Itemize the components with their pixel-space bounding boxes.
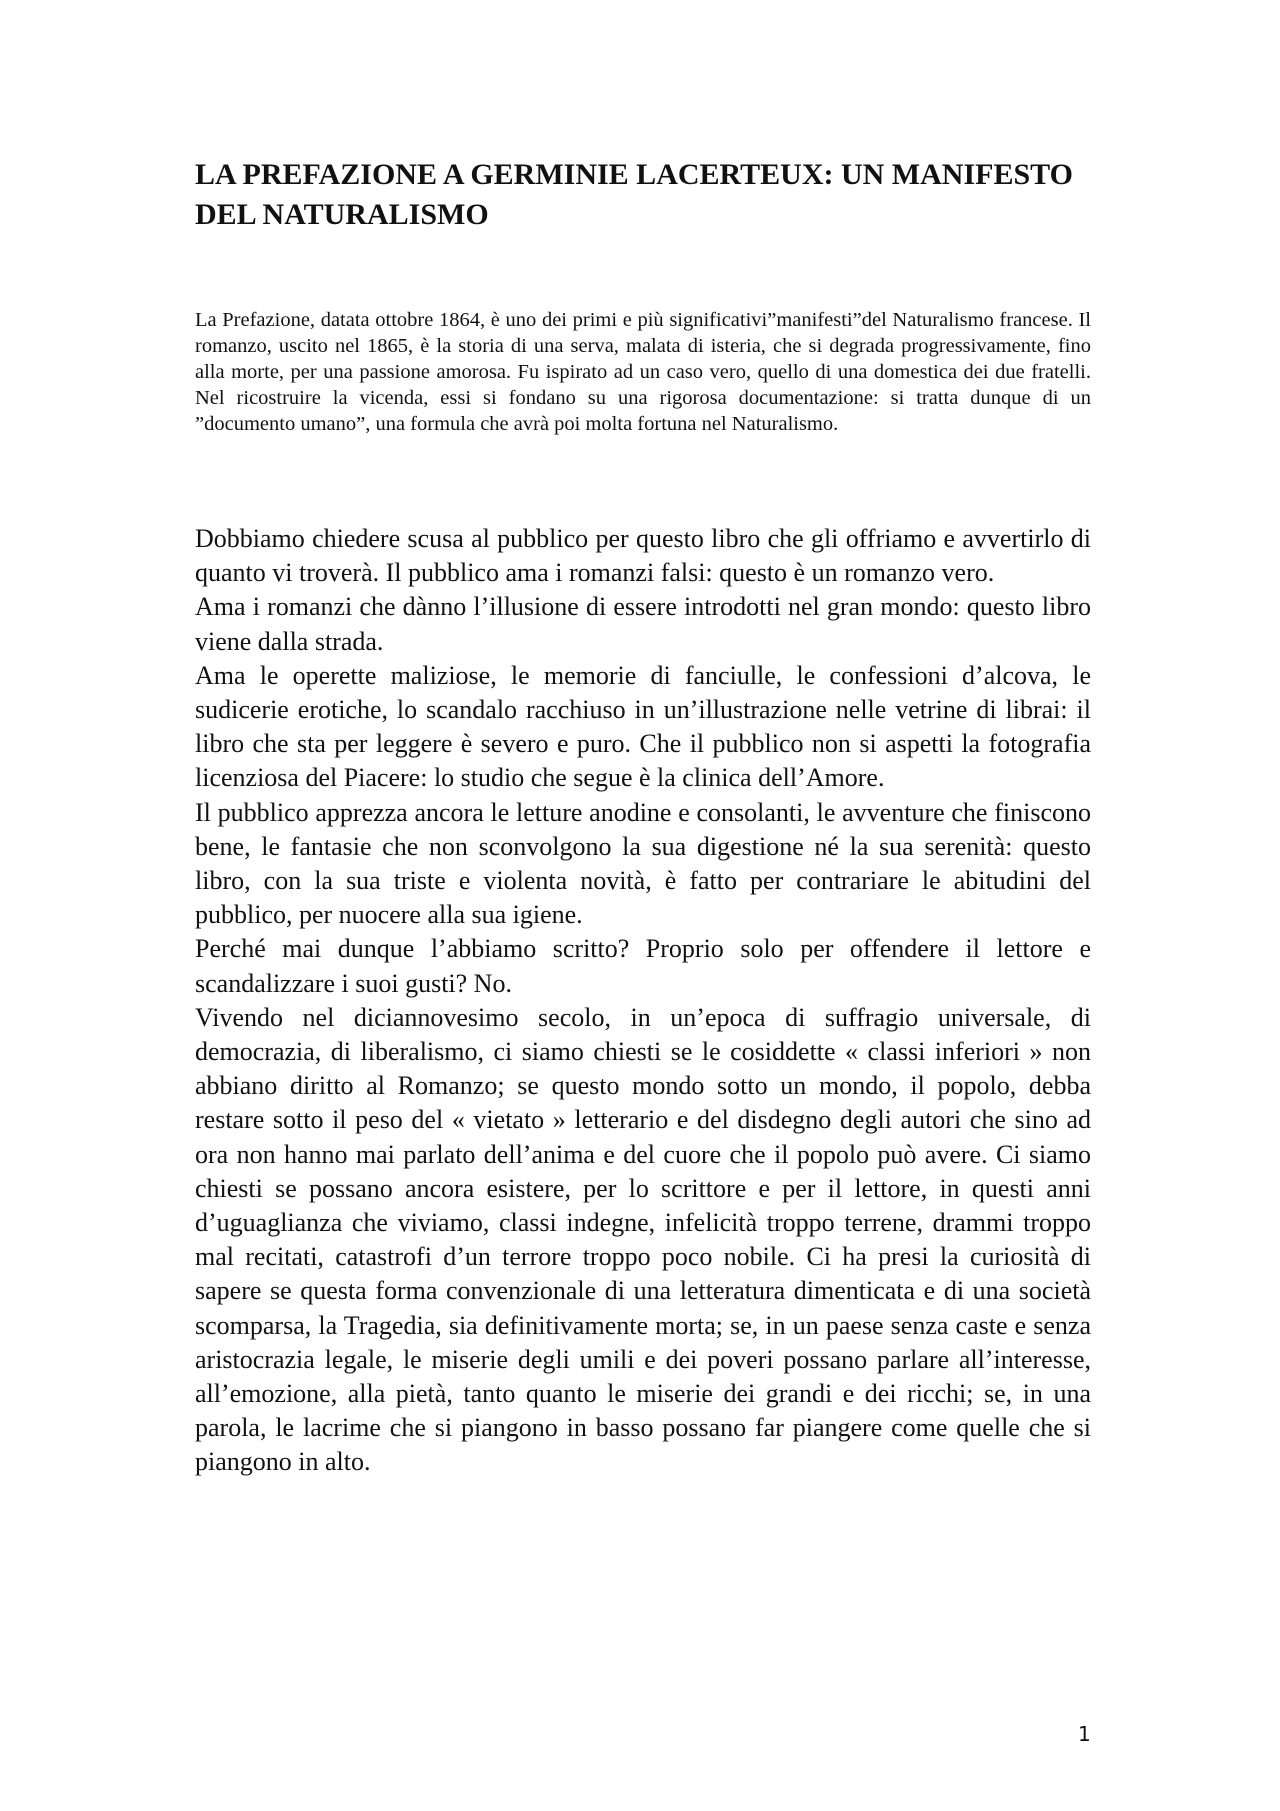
page-number: 1 xyxy=(1078,1722,1091,1746)
body-paragraph-4: Il pubblico apprezza ancora le letture anodine e consolanti, le avventure che finiscono bene, le fantasie che non sconvolgono la sua digestione né la sua serenità: questo libro, con la sua triste e violenta novità, è fatto per contrariare le abitudini del pubblico, per nuocere alla sua igiene. xyxy=(195,797,1091,930)
body-text xyxy=(195,522,1091,1480)
body-paragraph-2: Ama i romanzi che dànno l’illusione di essere introdotti nel gran mondo: questo libro viene dalla strada. xyxy=(195,592,1091,656)
body-paragraph-5: Perché mai dunque l’abbiamo scritto? Proprio solo per offendere il lettore e scandalizzare i suoi gusti? No. xyxy=(195,934,1091,998)
body-paragraph-6: Vivendo nel diciannovesimo secolo, in un’epoca di suffragio universale, di democrazia, di liberalismo, ci siamo chiesti se le cosiddette « classi inferiori » non abbiano diritto al Romanzo; se questo mondo sotto un mondo, il popolo, debba restare sotto il peso del « vietato » letterario e del disdegno degli autori che sino ad ora non hanno mai parlato dell’anima e del cuore che il popolo può avere. Ci siamo chiesti se possano ancora esistere, per lo scrittore e per il lettore, in questi anni d’uguaglianza che viviamo, classi indegne, infelicità troppo terrene, drammi troppo mal recitati, catastrofi d’un terrore troppo poco nobile. Ci ha presi la curiosità di sapere se questa forma convenzionale di una letteratura dimenticata e di una società scomparsa, la Tragedia, sia definitivamente morta; se, in un paese senza caste e senza aristocrazia legale, le miserie degli umili e dei poveri possano parlare all’interesse, all’emozione, alla pietà, tanto quanto le miserie dei grandi e dei ricchi; se, in una parola, le lacrime che si piangono in basso possano far piangere come quelle che si piangono in alto. xyxy=(195,1002,1091,1477)
page-title: LA PREFAZIONE A GERMINIE LACERTEUX: UN MANIFESTO DEL NATURALISMO xyxy=(195,158,1073,231)
body-paragraph-3: Ama le operette maliziose, le memorie di fanciulle, le confessioni d’alcova, le sudicerie erotiche, lo scandalo racchiuso in un’illustrazione nelle vetrine di librai: il libro che sta per leggere è severo e puro. Che il pubblico non si aspetti la fotografia licenziosa del Piacere: lo studio che segue è la clinica dell’Amore. xyxy=(195,660,1091,793)
intro-paragraph: La Prefazione, datata ottobre 1864, è uno dei primi e più significativi”manifesti”del Naturalismo francese. Il romanzo, uscito nel 1865, è la storia di una serva, malata di isteria, che si degrada progressivamente, fino alla morte, per una passione amorosa. Fu ispirato ad un caso vero, quello di una domestica dei due fratelli. Nel ricostruire la vicenda, essi si fondano su una rigorosa documentazione: si tratta dunque di un ”documento umano”, una formula che avrà poi molta fortuna nel Naturalismo. xyxy=(195,309,1091,435)
body-paragraph-1: Dobbiamo chiedere scusa al pubblico per questo libro che gli offriamo e avvertirlo di quanto vi troverà. Il pubblico ama i romanzi falsi: questo è un romanzo vero. xyxy=(195,524,1091,588)
